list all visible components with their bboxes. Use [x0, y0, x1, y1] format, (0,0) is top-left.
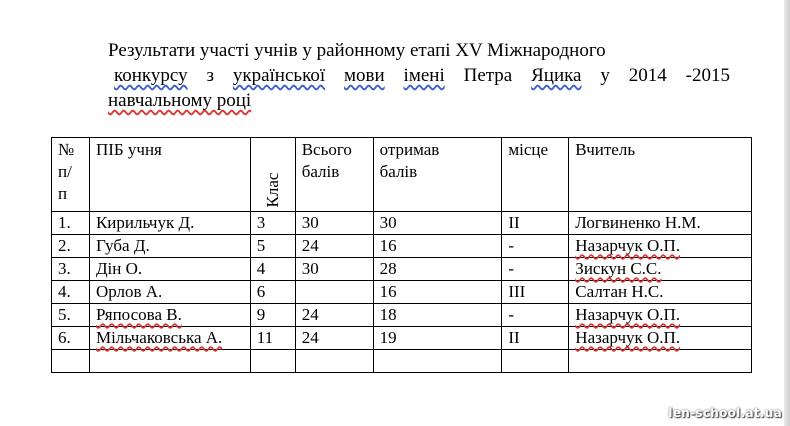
cell-number: 3. — [52, 258, 90, 281]
cell-number: 4. — [52, 281, 90, 304]
cell-teacher: Назарчук О.П. — [569, 327, 752, 350]
cell-total: 24 — [295, 235, 373, 258]
header-total-line: балів — [301, 162, 340, 181]
cell-place: - — [502, 258, 569, 281]
cell-class — [250, 350, 295, 373]
cell-place: ІІ — [502, 212, 569, 235]
cell-received — [373, 350, 502, 373]
cell-name: Губа Д. — [89, 235, 250, 258]
document-title — [108, 38, 730, 113]
cell-class: 11 — [250, 327, 295, 350]
title-word: 2014 — [628, 65, 667, 86]
cell-name: Кирильчук Д. — [89, 212, 250, 235]
cell-total — [295, 281, 373, 304]
header-class-label: Клас — [262, 172, 282, 208]
cell-received: 28 — [373, 258, 502, 281]
title-word: з — [206, 65, 214, 86]
title-word: у — [600, 65, 610, 86]
cell-place: ІІІ — [502, 281, 569, 304]
title-word: Яцика — [531, 65, 582, 86]
header-received-line: отримав — [379, 140, 440, 159]
cell-total: 24 — [295, 304, 373, 327]
header-received-line: балів — [379, 162, 418, 181]
table-row — [52, 235, 752, 258]
page-edge-shadow — [784, 0, 790, 426]
title-word: конкурсу — [114, 65, 188, 86]
cell-received: 19 — [373, 327, 502, 350]
cell-total: 30 — [295, 212, 373, 235]
table-row — [52, 258, 752, 281]
table-header-row — [52, 138, 752, 212]
header-student-name-label: ПІБ учня — [95, 140, 162, 159]
cell-received: 16 — [373, 281, 502, 304]
cell-teacher: Логвиненко Н.М. — [569, 212, 752, 235]
title-line-2 — [108, 63, 730, 88]
cell-received: 30 — [373, 212, 502, 235]
table-row — [52, 281, 752, 304]
table-row-empty — [52, 350, 752, 373]
cell-class: 5 — [250, 235, 295, 258]
table-row — [52, 304, 752, 327]
header-teacher-label: Вчитель — [575, 140, 636, 159]
title-word: Петра — [463, 65, 513, 86]
header-received-points — [373, 138, 502, 212]
table-row — [52, 327, 752, 350]
title-word: -2015 — [685, 65, 730, 86]
header-number-line: № — [58, 140, 75, 159]
cell-number: 6. — [52, 327, 90, 350]
cell-place: ІІ — [502, 327, 569, 350]
table-row — [52, 212, 752, 235]
title-word: української — [232, 65, 326, 86]
cell-class: 4 — [250, 258, 295, 281]
cell-number: 5. — [52, 304, 90, 327]
watermark: len-school.at.ua — [668, 406, 782, 420]
header-total-line: Всього — [301, 140, 352, 159]
cell-name: Дін О. — [89, 258, 250, 281]
header-student-name — [89, 138, 250, 212]
results-table — [51, 137, 752, 373]
title-line-3: навчальному році — [108, 90, 252, 111]
cell-teacher: Назарчук О.П. — [569, 235, 752, 258]
cell-teacher: Назарчук О.П. — [569, 304, 752, 327]
header-number — [52, 138, 90, 212]
header-number-line: п/ — [58, 162, 72, 181]
header-place — [502, 138, 569, 212]
cell-total: 30 — [295, 258, 373, 281]
cell-total — [295, 350, 373, 373]
cell-total: 24 — [295, 327, 373, 350]
cell-class: 6 — [250, 281, 295, 304]
cell-class: 3 — [250, 212, 295, 235]
cell-number: 1. — [52, 212, 90, 235]
title-word: мови — [344, 65, 385, 86]
cell-teacher: Салтан Н.С. — [569, 281, 752, 304]
cell-received: 18 — [373, 304, 502, 327]
cell-number: 2. — [52, 235, 90, 258]
title-line-1: Результати участі учнів у районному етапі XV Міжнародного — [108, 40, 606, 61]
cell-name: Ряпосова В. — [89, 304, 250, 327]
cell-number — [52, 350, 90, 373]
header-teacher — [569, 138, 752, 212]
cell-name: Орлов А. — [89, 281, 250, 304]
cell-teacher: Зискун С.С. — [569, 258, 752, 281]
cell-received: 16 — [373, 235, 502, 258]
cell-name: Мільчаковська А. — [89, 327, 250, 350]
cell-place: - — [502, 304, 569, 327]
cell-name — [89, 350, 250, 373]
cell-teacher — [569, 350, 752, 373]
header-place-label: місце — [508, 140, 549, 159]
header-class — [250, 138, 295, 212]
cell-class: 9 — [250, 304, 295, 327]
title-word: імені — [403, 65, 445, 86]
header-total-points — [295, 138, 373, 212]
cell-place: - — [502, 235, 569, 258]
header-number-line: п — [58, 184, 68, 203]
cell-place — [502, 350, 569, 373]
